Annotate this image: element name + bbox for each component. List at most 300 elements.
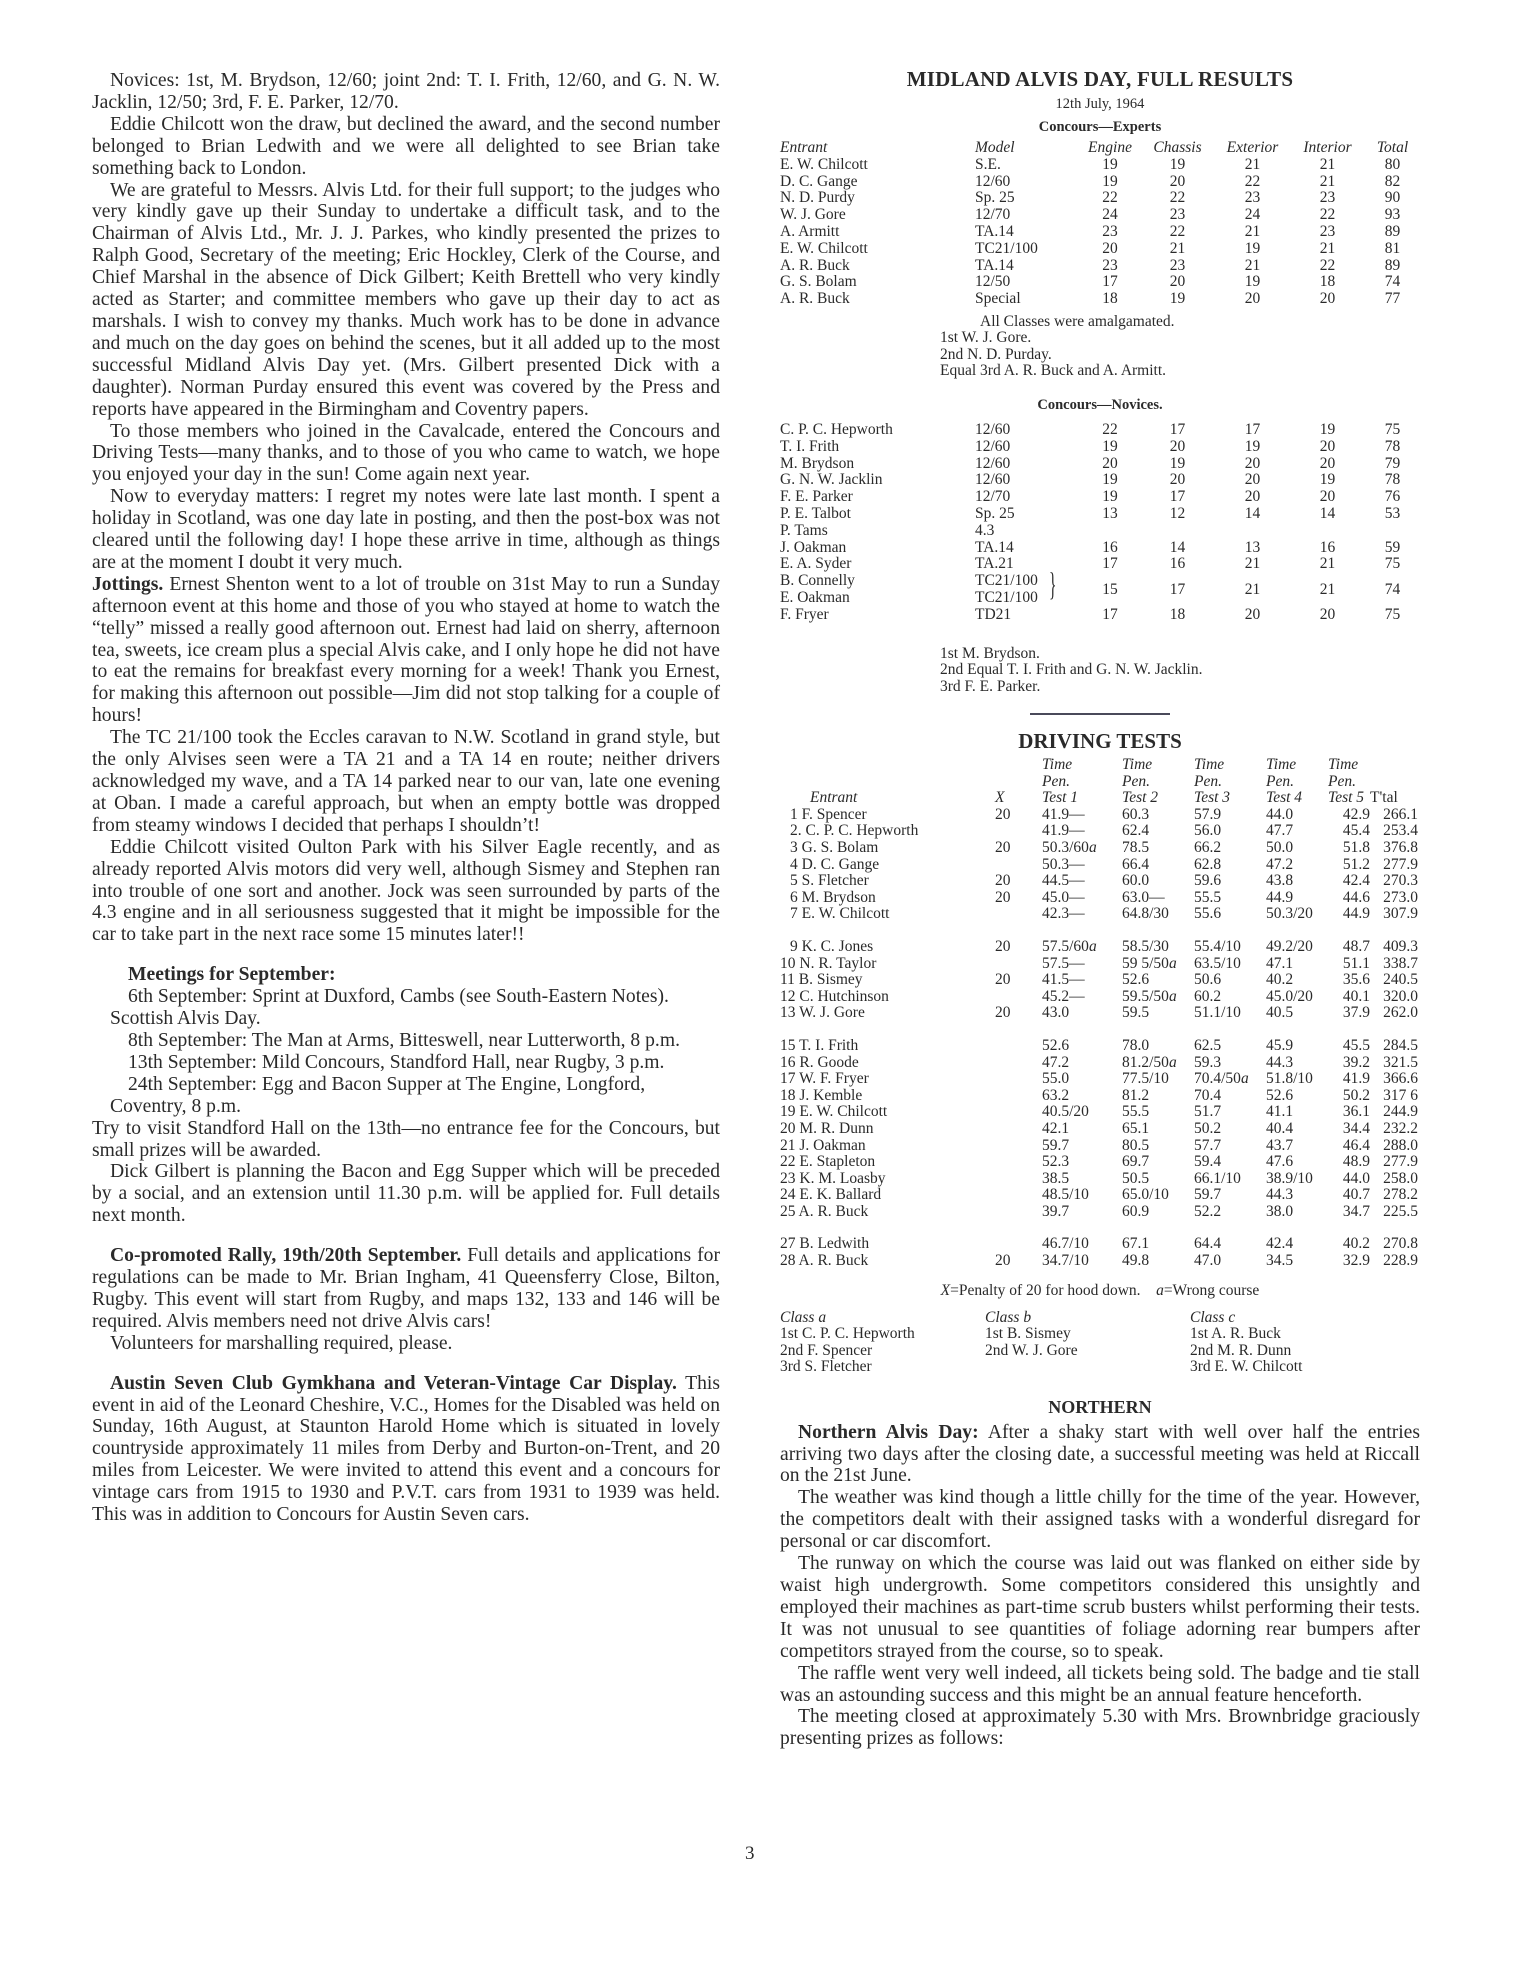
cell-interior: 20 [1319, 290, 1336, 308]
class-place: 2nd M. R. Dunn [1190, 1341, 1292, 1359]
cell-model: TA.14 [975, 538, 1014, 556]
novices-row [780, 556, 1420, 573]
cell-interior: 20 [1319, 488, 1336, 506]
meeting-item: 6th September: Sprint at Duxford, Cambs (see South-Eastern Notes). Scottish Alvis Day. [110, 986, 669, 1030]
novices-row [780, 523, 1420, 540]
cell-test1: 41.9— [1042, 822, 1085, 840]
cell-test1: 52.6 [1042, 1036, 1070, 1054]
cell-test2: 63.0— [1122, 888, 1165, 906]
class-place: 2nd W. J. Gore [985, 1341, 1078, 1359]
cell-total: 75 [1384, 605, 1401, 623]
rally-lead: Co-promoted Rally, 19th/20th September. [110, 1245, 462, 1267]
cell-engine: 19 [1102, 488, 1118, 506]
cell-x [995, 1138, 1042, 1155]
cell-entrant: E. W. Chilcott [780, 155, 868, 173]
cell-test3: 64.4 [1194, 1235, 1222, 1253]
experts-row [780, 291, 1420, 308]
cell-total: 277.9 [1383, 1153, 1418, 1171]
cell-total: 79 [1384, 454, 1401, 472]
cell-test5: 45.4 [1342, 822, 1370, 840]
dt-col-test5: Test 5 [1328, 789, 1365, 807]
cell-test1: 42.1 [1042, 1119, 1070, 1137]
experts-notes [940, 314, 1420, 380]
cell-chassis: 17 [1169, 420, 1186, 438]
cell-total: 253.4 [1383, 822, 1418, 840]
cell-test4: 43.7 [1266, 1136, 1294, 1154]
driving-test-row [780, 1055, 1418, 1072]
cell-chassis: 17 [1169, 580, 1186, 598]
experts-row [780, 157, 1420, 174]
cell-test2: 80.5 [1122, 1136, 1150, 1154]
class-place: 1st A. R. Buck [1190, 1325, 1281, 1343]
cell-engine: 18 [1102, 290, 1118, 308]
meetings-heading: Meetings for September: [128, 964, 336, 986]
cell-interior: 22 [1319, 206, 1336, 224]
cell-entrant: A. R. Buck [780, 256, 850, 274]
cell-entrant: F. Fryer [780, 605, 829, 623]
cell-entrant: E. W. Chilcott [780, 239, 868, 257]
dt-col-test1: Test 1 [1042, 789, 1079, 807]
dt-header-pen: Pen. [1042, 772, 1070, 790]
cell-test3: 66.1/10 [1194, 1169, 1241, 1187]
cell-interior: 23 [1319, 222, 1336, 240]
cell-entrant: 17 W. F. Fryer [780, 1070, 869, 1088]
northern-paragraph: The raffle went very well indeed, all tickets being sold. The badge and tie stall was an astounding success and this might be an annual feature henceforth. [780, 1662, 1420, 1706]
experts-table [780, 140, 1420, 308]
cell-entrant: 21 J. Oakman [780, 1136, 866, 1154]
jottings-text: Ernest Shenton went to a lot of trouble on 31st May to run a Sunday afternoon event at this home and those of you who stayed at home to watch the “telly” missed a really good afternoon out. Ernest had laid on sherry, afternoon tea, sweets, ice cream plus a special Alvis cake, and I only hope he did not have to eat the remains for breakfast every morning for a week! Thank you Ernest, for making this afternoon out possible—Jim did not stop talking for a couple of hours! [92, 573, 720, 727]
jottings-lead: Jottings. [92, 573, 164, 595]
cell-model: 12/50 [975, 273, 1011, 291]
thanks-paragraph: We are grateful to Messrs. Alvis Ltd. for their full support; to the judges who very kindly gave up their Sunday to undertake a difficult task, and to the Chairman of Alvis Ltd., Mr. J. J. Parkes, who kindly presented the prizes to Ralph Good, Secretary of the meeting; Eric Hockley, Clerk of the Course, and Chief Marshal in the absence of Dick Gilbert; Keith Brettell who very kindly acted as Starter; and committee members who gave up their day to act as marshals. I wish to convey my thanks. Much work has to be done in advance and much on the day goes on behind the scenes, but it all added up to the most successful Midland Alvis Day yet. (Mrs. Gilbert presented Dick with a daughter). Norman Purday ensured this event was covered by the Press and reports have appeared in the Birmingham and Coventry papers. [92, 179, 720, 420]
cell-test4: 41.1 [1266, 1103, 1294, 1121]
dt-col-test3: Test 3 [1194, 789, 1231, 807]
class-place: 2nd F. Spencer [780, 1341, 873, 1359]
cell-test2: 58.5/30 [1122, 937, 1169, 955]
driving-tests-legend [780, 1282, 1420, 1300]
cell-test4: 47.7 [1266, 822, 1294, 840]
cell-test4: 40.2 [1266, 971, 1294, 989]
cell-total: 90 [1384, 189, 1401, 207]
cell-test1: 40.5/20 [1042, 1103, 1089, 1121]
cell-x [995, 1187, 1042, 1204]
cell-engine: 22 [1102, 189, 1118, 207]
cell-entrant: 1 F. Spencer [790, 805, 867, 823]
novices-row [780, 540, 1420, 557]
cell-exterior: 20 [1244, 290, 1261, 308]
cell-test5: 48.7 [1342, 937, 1370, 955]
cell-test2: 59.5 [1122, 1004, 1150, 1022]
cell-x [995, 1154, 1042, 1171]
cell-test3: 70.4 [1194, 1086, 1222, 1104]
austin-lead: Austin Seven Club Gymkhana and Veteran-Vintage Car Display. [110, 1372, 677, 1394]
cell-total: 278.2 [1383, 1186, 1418, 1204]
cell-test2: 64.8/30 [1122, 905, 1169, 923]
experts-heading: Concours—Experts [1038, 119, 1162, 135]
cell-test1: 50.3/60a [1042, 839, 1097, 856]
cell-total: 244.9 [1383, 1103, 1418, 1121]
driving-test-row [780, 1121, 1418, 1138]
cell-x [995, 1236, 1042, 1253]
cell-model: 12/60 [975, 420, 1011, 438]
cell-interior: 21 [1319, 239, 1336, 257]
class-place: 1st B. Sismey [985, 1325, 1071, 1343]
driving-test-row [780, 1071, 1418, 1088]
cell-total: 89 [1384, 256, 1401, 274]
group-spacer [780, 1220, 1418, 1236]
cell-engine: 17 [1102, 273, 1118, 291]
cell-entrant: A. Armitt [780, 222, 840, 240]
cell-x [995, 956, 1042, 973]
experts-note: 1st W. J. Gore. [940, 329, 1032, 347]
cell-engine: 23 [1102, 222, 1118, 240]
cell-total: 307.9 [1383, 905, 1418, 923]
novices-row [780, 456, 1420, 473]
cell-chassis: 16 [1169, 555, 1186, 573]
cell-x [995, 823, 1042, 840]
draw-paragraph: Eddie Chilcott won the draw, but declined the award, and the second number belonged to Brian Ledwith and we were all delighted to see Brian take something back to London. [92, 113, 720, 179]
cell-entrant: T. I. Frith [780, 437, 840, 455]
experts-row [780, 274, 1420, 291]
dt-header-row-pen [780, 774, 1418, 791]
class-heading: Class b [985, 1308, 1032, 1326]
cell-total: 284.5 [1383, 1036, 1418, 1054]
cell-total: 277.9 [1383, 855, 1418, 873]
cell-entrant: 6 M. Brydson [790, 888, 876, 906]
results-title: MIDLAND ALVIS DAY, FULL RESULTS [906, 67, 1294, 91]
dt-col-entrant: Entrant [810, 789, 858, 807]
cell-test3: 56.0 [1194, 822, 1222, 840]
cell-test2: 55.5 [1122, 1103, 1150, 1121]
oulton-paragraph: Eddie Chilcott visited Oulton Park with his Silver Eagle recently, and as already reported Alvis motors did very well, although Sismey and Stephen ran into trouble of one sort and another. Jock was seen surrounded by parts of the 4.3 engine and in all seriousness suggested that it might be impossible for the car to take part in the next race some 15 minutes later!! [92, 836, 720, 946]
cell-test5: 36.1 [1342, 1103, 1370, 1121]
cell-chassis: 22 [1169, 222, 1186, 240]
cell-x [995, 906, 1042, 923]
cell-total: 288.0 [1383, 1136, 1418, 1154]
cell-test1: 45.2— [1042, 987, 1085, 1005]
cell-test4: 47.1 [1266, 954, 1294, 972]
cell-test1: 63.2 [1042, 1086, 1070, 1104]
driving-test-row [780, 1038, 1418, 1055]
cell-engine: 19 [1102, 172, 1118, 190]
experts-header-row [780, 140, 1420, 157]
cell-test3: 50.2 [1194, 1119, 1222, 1137]
cell-test4: 42.4 [1266, 1235, 1294, 1253]
cell-x [995, 1121, 1042, 1138]
legend-a-text: =Wrong course [1163, 1281, 1260, 1299]
northern-paragraph: The runway on which the course was laid out was flanked on either side by waist high undergrowth. Some competitors considered this unsightly and employed their machines as part-time scrub busters whilst performing their tests. It was not unusual to see quantities of foliage adorning rear bumpers after competitors strayed from the course, so to speak. [780, 1553, 1420, 1662]
cell-chassis: 23 [1169, 256, 1186, 274]
cell-test1: 52.3 [1042, 1153, 1070, 1171]
rally-paragraph [92, 1245, 720, 1333]
cell-test5: 45.5 [1342, 1036, 1370, 1054]
cell-entrant [780, 573, 975, 607]
cell-total: 376.8 [1383, 839, 1418, 856]
cell-x: 20 [995, 839, 1011, 856]
cell-exterior: 20 [1244, 488, 1261, 506]
cell-exterior: 19 [1244, 437, 1261, 455]
cell-test5: 39.2 [1342, 1053, 1370, 1071]
cell-interior: 14 [1319, 504, 1336, 522]
cell-engine: 19 [1102, 471, 1118, 489]
cell-x [995, 1038, 1042, 1055]
cell-test3: 59.3 [1194, 1053, 1222, 1071]
cell-engine: 17 [1102, 555, 1118, 573]
cell-test5: 48.9 [1342, 1153, 1370, 1171]
cell-test4: 40.4 [1266, 1119, 1294, 1137]
cell-interior: 20 [1319, 454, 1336, 472]
cell-chassis: 14 [1169, 538, 1186, 556]
cell-model: TA.14 [975, 256, 1014, 274]
cell-total: 77 [1384, 290, 1401, 308]
cell-entrant: 19 E. W. Chilcott [780, 1103, 888, 1121]
experts-note: 2nd N. D. Purday. [940, 345, 1052, 363]
cell-test2: 62.4 [1122, 822, 1150, 840]
shared-model: TC21/100 [975, 572, 1038, 590]
cell-test2: 50.5 [1122, 1169, 1150, 1187]
cell-entrant: 5 S. Fletcher [790, 872, 869, 890]
dt-header-pen: Pen. [1122, 772, 1150, 790]
driving-test-row [780, 1187, 1418, 1204]
cell-entrant: P. Tams [780, 521, 828, 539]
cell-test4: 52.6 [1266, 1086, 1294, 1104]
cell-total: 270.3 [1383, 872, 1418, 890]
driving-tests-title: DRIVING TESTS [1018, 729, 1182, 754]
austin-text: This event in aid of the Leonard Cheshire, V.C., Homes for the Disabled was held on Sunday, 16th August, at Staunton Harold Home which is situated in lovely countryside approximately 11 miles from Derby and Burton-on-Trent, and 20 miles from Leicester. We were invited to attend this event and a concours for vintage cars from 1915 to 1930 and P.V.T. cars from 1931 to 1939 was held. This was in addition to Concours for Austin Seven cars. [92, 1372, 720, 1526]
cell-chassis: 12 [1169, 504, 1186, 522]
northern-paragraph: The weather was kind though a little chilly for the time of the year. However, the competitors dealt with their assigned tasks with a wonderful disregard for personal or car discomfort. [780, 1487, 1420, 1553]
novices-row [780, 607, 1420, 624]
novices-row [780, 506, 1420, 523]
cell-exterior [1215, 523, 1290, 540]
cell-test4: 50.3/20 [1266, 905, 1313, 923]
jottings-paragraph [92, 574, 720, 727]
novices-row [780, 439, 1420, 456]
cell-total: 320.0 [1383, 987, 1418, 1005]
cell-entrant: G. S. Bolam [780, 273, 857, 291]
cell-test2: 67.1 [1122, 1235, 1150, 1253]
cell-test4: 47.2 [1266, 855, 1294, 873]
experts-note: Equal 3rd A. R. Buck and A. Armitt. [940, 362, 1167, 380]
cell-entrant: 16 R. Goode [780, 1053, 859, 1071]
cell-model: 12/70 [975, 488, 1011, 506]
cell-test2: 49.8 [1122, 1252, 1150, 1270]
cell-engine [1080, 523, 1140, 540]
cell-model: TC21/100 [975, 239, 1038, 257]
cell-interior: 21 [1319, 172, 1336, 190]
cell-total: 317 6 [1383, 1086, 1418, 1104]
dt-header-time: Time [1328, 756, 1359, 774]
driving-test-row [780, 840, 1418, 857]
cell-test4: 38.0 [1266, 1202, 1294, 1220]
supper-note: Dick Gilbert is planning the Bacon and Egg Supper which will be preceded by a social, and an extension until 11.30 p.m. will be applied for. Full details next month. [92, 1161, 720, 1227]
driving-test-row [780, 1171, 1418, 1188]
class-a-winners [780, 1310, 985, 1376]
cell-total: 75 [1384, 555, 1401, 573]
cell-test1: 57.5/60a [1042, 937, 1097, 955]
dt-header-time: Time [1194, 756, 1225, 774]
northern-first-text: After a shaky start with well over half the entries arriving two days after the closing date, a successful meeting was held at Riccall on the 21st June. [780, 1421, 1420, 1487]
cell-total: 258.0 [1383, 1169, 1418, 1187]
cell-interior: 16 [1319, 538, 1336, 556]
northern-paragraph: The meeting closed at approximately 5.30 with Mrs. Brownbridge graciously presenting prizes as follows: [780, 1706, 1420, 1750]
cell-engine: 22 [1102, 420, 1118, 438]
cell-test4: 51.8/10 [1266, 1070, 1313, 1088]
cell-entrant: 7 E. W. Chilcott [790, 905, 890, 923]
cell-chassis: 19 [1169, 290, 1186, 308]
wrong-course-marker: a [1168, 954, 1177, 972]
cell-test5: 42.4 [1342, 872, 1370, 890]
cell-exterior: 21 [1244, 222, 1261, 240]
cell-entrant: N. D. Purdy [780, 189, 855, 207]
col-interior: Interior [1303, 139, 1352, 156]
cell-chassis [1140, 523, 1215, 540]
cell-test2: 60.3 [1122, 805, 1150, 823]
cell-exterior: 19 [1244, 273, 1261, 291]
cell-total: 225.5 [1383, 1202, 1418, 1220]
cell-total: 228.9 [1383, 1252, 1418, 1270]
cell-engine: 19 [1102, 437, 1118, 455]
cell-test3: 50.6 [1194, 971, 1222, 989]
cell-entrant: D. C. Gange [780, 172, 858, 190]
cell-interior: 23 [1319, 189, 1336, 207]
cell-total: 78 [1384, 437, 1401, 455]
cell-engine: 17 [1102, 605, 1118, 623]
cell-model: 12/60 [975, 172, 1011, 190]
driving-test-row [780, 1104, 1418, 1121]
cell-total: 53 [1384, 504, 1401, 522]
class-heading: Class c [1190, 1308, 1236, 1326]
driving-test-row [780, 989, 1418, 1006]
dt-header-time: Time [1042, 756, 1073, 774]
dt-header-time: Time [1266, 756, 1297, 774]
wrong-course-marker: a [1088, 937, 1097, 955]
cell-test5: 50.2 [1342, 1086, 1370, 1104]
left-column [92, 70, 720, 1526]
cell-test5: 40.7 [1342, 1186, 1370, 1204]
novices-rows [780, 422, 1420, 624]
driving-test-row [780, 1088, 1418, 1105]
cell-total: 76 [1384, 488, 1401, 506]
cell-test1: 38.5 [1042, 1169, 1070, 1187]
cell-entrant: 4 D. C. Gange [790, 855, 880, 873]
cell-test3: 63.5/10 [1194, 954, 1241, 972]
tc21-paragraph: The TC 21/100 took the Eccles caravan to N.W. Scotland in grand style, but the only Alvises seen were a TA 21 and a TA 14 en route; neither drivers acknowledged my wave, and a TA 14 parked near to our van, late one evening at Oban. I made a careful approach, but when an empty bottle was dropped from steamy windows I decided that perhaps I shouldn’t! [92, 727, 720, 836]
cell-entrant: 28 A. R. Buck [780, 1252, 869, 1270]
cell-chassis: 20 [1169, 273, 1186, 291]
everyday-paragraph: Now to everyday matters: I regret my notes were late last month. I spent a holiday in Scotland, was one day late in posting, and then the post-box was not cleared until the following day! I hope these arrive in time, although as things are at the moment I doubt it very much. [92, 486, 720, 573]
cell-model: Sp. 25 [975, 504, 1015, 522]
northern-section [780, 1422, 1420, 1751]
meeting-item: 8th September: The Man at Arms, Bitteswell, near Lutterworth, 8 p.m. [128, 1029, 680, 1051]
cell-test3: 62.5 [1194, 1036, 1222, 1054]
cell-entrant: 9 K. C. Jones [790, 937, 874, 955]
cell-x [995, 857, 1042, 874]
cell-engine: 15 [1102, 580, 1118, 598]
cell-model: Special [975, 290, 1021, 308]
brace-icon: } [1049, 567, 1057, 604]
cell-engine: 24 [1102, 206, 1118, 224]
cell-total: 338.7 [1383, 954, 1418, 972]
cell-test3: 51.1/10 [1194, 1004, 1241, 1022]
cell-exterior: 14 [1244, 504, 1261, 522]
cell-test2: 81.2/50a [1122, 1053, 1177, 1071]
novices-note: 2nd Equal T. I. Frith and G. N. W. Jacklin. [940, 661, 1203, 679]
cell-test5: 40.2 [1342, 1235, 1370, 1253]
page-number: 3 [745, 1843, 755, 1864]
novices-row [780, 489, 1420, 506]
cell-test4: 43.8 [1266, 872, 1294, 890]
cell-test3: 55.5 [1194, 888, 1222, 906]
cell-model: Sp. 25 [975, 189, 1015, 207]
cell-test1: 50.3— [1042, 855, 1085, 873]
cell-x: 20 [995, 937, 1011, 955]
cell-test1: 55.0 [1042, 1070, 1070, 1088]
cell-entrant: 22 E. Stapleton [780, 1153, 876, 1171]
cell-total: 366.6 [1383, 1070, 1418, 1088]
cell-entrant: 25 A. R. Buck [780, 1202, 869, 1220]
cell-exterior: 19 [1244, 239, 1261, 257]
cell-chassis: 21 [1169, 239, 1186, 257]
cell-test1: 34.7/10 [1042, 1252, 1089, 1270]
cell-entrant: M. Brydson [780, 454, 855, 472]
cell-test5: 32.9 [1342, 1252, 1370, 1270]
northern-lead: Northern Alvis Day: [798, 1421, 979, 1443]
cell-entrant: 24 E. K. Ballard [780, 1186, 882, 1204]
cell-test4: 34.5 [1266, 1252, 1294, 1270]
cell-total: 74 [1384, 580, 1401, 598]
cell-test3: 59.4 [1194, 1153, 1222, 1171]
driving-test-row [780, 823, 1418, 840]
cell-test2: 59 5/50a [1122, 954, 1177, 972]
cell-model: 12/60 [975, 437, 1011, 455]
col-engine: Engine [1088, 139, 1132, 156]
cell-model: TA.21 [975, 555, 1014, 573]
northern-heading: NORTHERN [1048, 1396, 1152, 1417]
cell-interior: 21 [1319, 555, 1336, 573]
cell-total: 240.5 [1383, 971, 1418, 989]
cell-total: 262.0 [1383, 1004, 1418, 1022]
results-date: 12th July, 1964 [1055, 96, 1145, 112]
cell-test1: 43.0 [1042, 1004, 1070, 1022]
legend-x-symbol: X [940, 1281, 951, 1299]
shared-model: TC21/100 [975, 588, 1038, 606]
meeting-item: 24th September: Egg and Bacon Supper at The Engine, Longford, Coventry, 8 p.m. [110, 1073, 646, 1117]
rally-text: Full details and applications for regulations can be made to Mr. Brian Ingham, 41 Queensferry Close, Bilton, Rugby. This event will start from Rugby, and maps 132, 133 and 146 will be required. Alvis members need not drive Alvis cars! [92, 1245, 720, 1332]
cell-entrant: W. J. Gore [780, 206, 846, 224]
novices-notes [940, 646, 1420, 696]
cell-entrant: 3 G. S. Bolam [790, 839, 879, 856]
cell-x: 20 [995, 1004, 1011, 1022]
cell-entrant: F. E. Parker [780, 488, 853, 506]
cell-exterior: 21 [1244, 256, 1261, 274]
cell-engine: 20 [1102, 239, 1118, 257]
cell-test3: 59.6 [1194, 872, 1222, 890]
col-total: Total [1376, 139, 1409, 156]
cell-chassis: 20 [1169, 471, 1186, 489]
class-place: 3rd E. W. Chilcott [1190, 1358, 1303, 1376]
cell-test5: 41.9 [1342, 1070, 1370, 1088]
group-spacer [780, 923, 1418, 939]
dt-header-time: Time [1122, 756, 1153, 774]
cell-test2: 77.5/10 [1122, 1070, 1169, 1088]
driving-test-row [780, 1138, 1418, 1155]
novices-row-shared [780, 573, 1420, 607]
experts-note: All Classes were amalgamated. [980, 312, 1175, 330]
cell-test5: 44.0 [1342, 1169, 1370, 1187]
cell-interior: 20 [1319, 437, 1336, 455]
cell-interior: 22 [1319, 256, 1336, 274]
